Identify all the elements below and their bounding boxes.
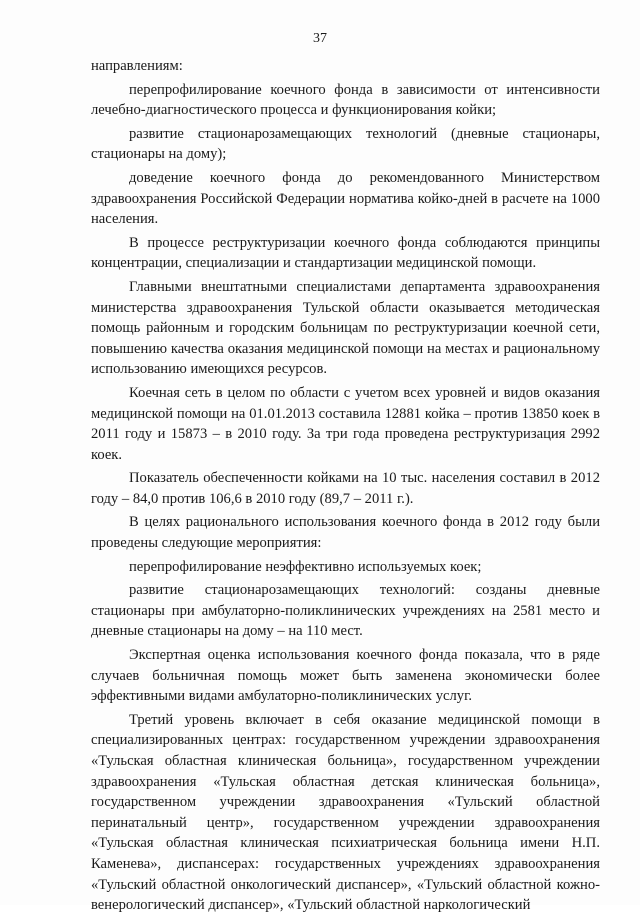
paragraph: Третий уровень включает в себя оказание медицинской помощи в специализированных центрах: государственном учреждении здравоохранения «Тульская областная клиническая больница», государственном учреждении здравоохранения «Тульская областная детская клиническая больница», государственном учреждении здравоохранения «Тульский областной перинатальный центр», государственном учреждении здравоохранения «Тульская областная клиническая психиатрическая больница имени Н.П. Каменева», диспансерах: государственных учреждениях здравоохранения «Тульский областной онкологический диспансер», «Тульский областной кожно-венерологический диспансер», «Тульский областной наркологический: [91, 711, 600, 914]
paragraph: Главными внештатными специалистами департамента здравоохранения министерства здравоохранения Тульской области оказывается методическая помощь районным и городским больницам по реструктуризации коечной сети, повышению качества оказания медицинской помощи на местах и рациональному использованию имеющихся ресурсов.: [91, 278, 600, 378]
paragraph-continuation: направлениям:: [91, 58, 183, 74]
document-body: [91, 56, 600, 919]
paragraph: В целях рационального использования коечного фонда в 2012 году были проведены следующие мероприятия:: [91, 514, 600, 552]
paragraph: Коечная сеть в целом по области с учетом всех уровней и видов оказания медицинской помощи на 01.01.2013 составила 12881 койка – против 13850 коек в 2011 году и 15873 – в 2010 году. За три года проведена реструктуризация 2992 коек.: [91, 384, 600, 463]
paragraph-list-item: развитие стационарозамещающих технологий: созданы дневные стационары при амбулаторно-поликлинических учреждениях на 2581 место и дневные стационары на дому – на 110 мест.: [91, 582, 600, 640]
paragraph: В процессе реструктуризации коечного фонда соблюдаются принципы концентрации, специализации и стандартизации медицинской помощи.: [91, 234, 600, 272]
paragraph: Показатель обеспеченности койками на 10 тыс. населения составил в 2012 году – 84,0 против 106,6 в 2010 году (89,7 – 2011 г.).: [91, 470, 600, 507]
paragraph-list-item: перепрофилирование неэффективно используемых коек;: [129, 558, 482, 575]
paragraph-list-item: доведение коечного фонда до рекомендованного Министерством здравоохранения Российской Федерации норматива койко-дней в расчете на 1000 населения.: [91, 169, 600, 228]
page-number: 37: [313, 31, 327, 46]
paragraph-list-item: развитие стационарозамещающих технологий (дневные стационары, стационары на дому);: [91, 125, 600, 163]
paragraph: Экспертная оценка использования коечного фонда показала, что в ряде случаев больничная помощь может быть заменена экономически более эффективными видами амбулаторно-поликлинических услуг.: [91, 647, 600, 705]
paragraph-list-item: перепрофилирование коечного фонда в зависимости от интенсивности лечебно-диагностического процесса и функционирования койки;: [91, 81, 600, 119]
